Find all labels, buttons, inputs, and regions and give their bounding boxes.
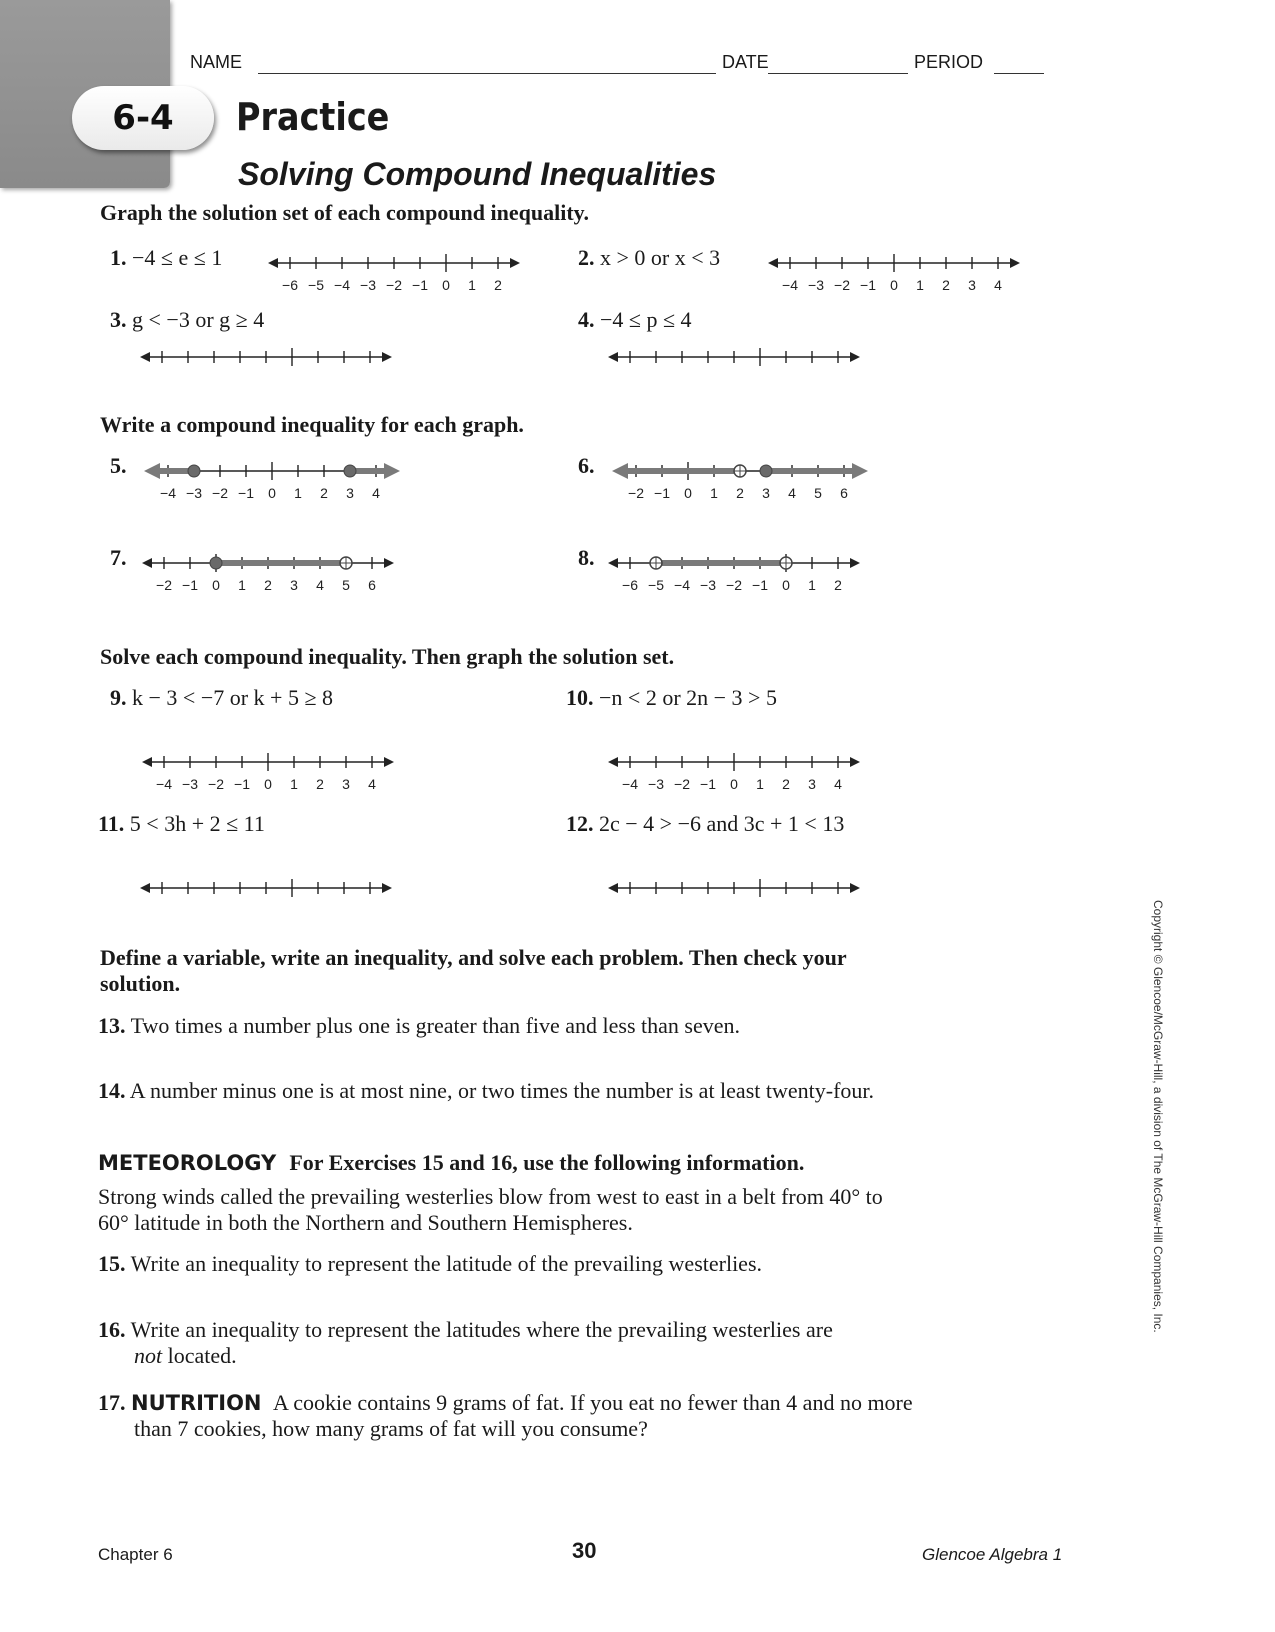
arrow-left-icon — [268, 258, 278, 268]
arrow-right-icon — [382, 883, 392, 893]
arrow-right-icon — [384, 558, 394, 568]
name-label: NAME — [190, 52, 243, 72]
tick-label: 1 — [290, 776, 298, 792]
problem-number: 8. — [578, 545, 595, 570]
problem-number: 15. — [98, 1251, 126, 1276]
problem-text: 2c − 4 > −6 and 3c + 1 < 13 — [599, 811, 845, 836]
tick-label: 4 — [372, 485, 380, 501]
tick-label: −6 — [282, 277, 298, 293]
tick-label: 0 — [782, 577, 790, 593]
tick-label: −2 — [386, 277, 402, 293]
problem-number: 4. — [578, 307, 595, 332]
meteorology-info-1: Strong winds called the prevailing westerlies blow from west to east in a belt from 40° to — [98, 1184, 883, 1209]
tick-label: −1 — [700, 776, 716, 792]
arrow-right-icon — [850, 352, 860, 362]
arrow-left-icon — [142, 558, 152, 568]
shaded-arrow-left-icon — [144, 463, 160, 479]
arrow-right-icon — [1010, 258, 1020, 268]
number-line-7 — [142, 554, 394, 593]
tick-label: −3 — [808, 277, 824, 293]
tick-label: 0 — [684, 485, 692, 501]
number-line-10[interactable] — [608, 753, 860, 792]
tick-label: −1 — [234, 776, 250, 792]
tick-label: 2 — [834, 577, 842, 593]
problem-number: 5. — [110, 453, 127, 478]
number-line-4[interactable] — [608, 348, 860, 366]
tick-label: 1 — [238, 577, 246, 593]
tick-label: 4 — [316, 577, 324, 593]
arrow-left-icon — [140, 883, 150, 893]
problem-17-cont: than 7 cookies, how many grams of fat will you consume? — [134, 1416, 648, 1441]
period-label: PERIOD — [914, 52, 984, 72]
tick-label: −4 — [334, 277, 350, 293]
problem-number: 10. — [566, 685, 594, 710]
section1-instruction: Graph the solution set of each compound inequality. — [100, 200, 589, 225]
problem-text: k − 3 < −7 or k + 5 ≥ 8 — [132, 685, 334, 710]
problem-text: x > 0 or x < 3 — [600, 245, 721, 270]
tick-label: 1 — [710, 485, 718, 501]
section4-instruction: Define a variable, write an inequality, and solve each problem. Then check your — [100, 945, 847, 970]
tick-label: −4 — [160, 485, 176, 501]
tick-label: 3 — [762, 485, 770, 501]
arrow-right-icon — [850, 558, 860, 568]
tick-label: 0 — [442, 277, 450, 293]
tick-label: 2 — [264, 577, 272, 593]
number-line-2[interactable] — [768, 254, 1020, 293]
tick-label: 1 — [294, 485, 302, 501]
arrow-left-icon — [768, 258, 778, 268]
date-label: DATE — [722, 52, 769, 72]
problem-number: 13. — [98, 1013, 126, 1038]
tick-label: −1 — [182, 577, 198, 593]
tick-label: −2 — [212, 485, 228, 501]
tick-label: −1 — [860, 277, 876, 293]
tick-label: −4 — [622, 776, 638, 792]
section2-instruction: Write a compound inequality for each graph. — [100, 412, 524, 437]
tick-label: 3 — [290, 577, 298, 593]
arrow-right-icon — [850, 757, 860, 767]
shaded-arrow-left-icon — [612, 463, 628, 479]
arrow-right-icon — [510, 258, 520, 268]
tick-label: −2 — [156, 577, 172, 593]
tick-label: 0 — [212, 577, 220, 593]
number-line-3[interactable] — [140, 348, 392, 366]
meteorology-label: METEOROLOGY — [98, 1151, 277, 1175]
number-line-8 — [608, 554, 860, 593]
tick-label: 2 — [782, 776, 790, 792]
problem-number: 17. — [98, 1390, 126, 1415]
tick-label: 0 — [268, 485, 276, 501]
tick-label: 2 — [494, 277, 502, 293]
arrow-right-icon — [384, 757, 394, 767]
page-title: Practice — [236, 95, 390, 139]
arrow-left-icon — [608, 757, 618, 767]
tick-label: −6 — [622, 577, 638, 593]
lesson-number: 6-4 — [72, 86, 214, 150]
tick-label: 5 — [342, 577, 350, 593]
tick-label: −5 — [648, 577, 664, 593]
tick-label: −3 — [700, 577, 716, 593]
problem-text: −n < 2 or 2n − 3 > 5 — [599, 685, 777, 710]
tick-label: 2 — [736, 485, 744, 501]
tick-label: 1 — [468, 277, 476, 293]
page-number: 30 — [572, 1538, 597, 1563]
tick-label: 0 — [730, 776, 738, 792]
problem-text: A number minus one is at most nine, or two times the number is at least twenty-four. — [129, 1078, 875, 1103]
meteorology-instruction: For Exercises 15 and 16, use the following information. — [289, 1150, 805, 1175]
number-line-1[interactable] — [268, 254, 520, 293]
tick-label: 6 — [368, 577, 376, 593]
tick-label: −2 — [208, 776, 224, 792]
problem-text: Two times a number plus one is greater than five and less than seven. — [130, 1013, 741, 1038]
problem-number: 3. — [110, 307, 127, 332]
copyright-notice: Copyright © Glencoe/McGraw-Hill, a division of The McGraw-Hill Companies, Inc. — [1151, 900, 1165, 1333]
tick-label: 2 — [320, 485, 328, 501]
tick-label: 0 — [264, 776, 272, 792]
arrow-left-icon — [142, 757, 152, 767]
problem-number: 1. — [110, 245, 127, 270]
problem-number: 12. — [566, 811, 594, 836]
problem-number: 14. — [98, 1078, 126, 1103]
tick-label: −5 — [308, 277, 324, 293]
arrow-left-icon — [608, 883, 618, 893]
problem-text: Write an inequality to represent the latitudes where the prevailing westerlies are — [130, 1317, 833, 1342]
nutrition-label: NUTRITION — [131, 1391, 262, 1415]
tick-label: −4 — [674, 577, 690, 593]
problem-text: located. — [162, 1343, 237, 1368]
tick-label: 3 — [342, 776, 350, 792]
tick-label: 3 — [808, 776, 816, 792]
tick-label: −1 — [654, 485, 670, 501]
tick-label: 3 — [346, 485, 354, 501]
tick-label: −2 — [628, 485, 644, 501]
tick-label: 4 — [994, 277, 1002, 293]
problem-text: −4 ≤ e ≤ 1 — [132, 245, 223, 270]
number-line-6 — [612, 462, 868, 501]
tick-label: −2 — [726, 577, 742, 593]
tick-label: 4 — [788, 485, 796, 501]
closed-point — [188, 465, 200, 477]
tick-label: 1 — [808, 577, 816, 593]
problem-text: −4 ≤ p ≤ 4 — [600, 307, 692, 332]
footer-chapter: Chapter 6 — [98, 1545, 173, 1564]
problem-number: 11. — [98, 811, 125, 836]
tick-label: −1 — [752, 577, 768, 593]
meteorology-info-2: 60° latitude in both the Northern and Southern Hemispheres. — [98, 1210, 633, 1235]
tick-label: −4 — [782, 277, 798, 293]
tick-label: 2 — [316, 776, 324, 792]
problem-number: 6. — [578, 453, 595, 478]
problem-number: 16. — [98, 1317, 126, 1342]
tick-label: −4 — [156, 776, 172, 792]
section3-instruction: Solve each compound inequality. Then graph the solution set. — [100, 644, 675, 669]
page-subtitle: Solving Compound Inequalities — [238, 156, 717, 192]
problem-text: A cookie contains 9 grams of fat. If you eat no fewer than 4 and no more — [273, 1390, 913, 1415]
tick-label: −3 — [186, 485, 202, 501]
shaded-arrow-right-icon — [384, 463, 400, 479]
tick-label: −3 — [360, 277, 376, 293]
tick-label: 3 — [968, 277, 976, 293]
tick-label: −1 — [238, 485, 254, 501]
arrow-left-icon — [140, 352, 150, 362]
tick-label: 6 — [840, 485, 848, 501]
tick-label: −1 — [412, 277, 428, 293]
arrow-right-icon — [382, 352, 392, 362]
tick-label: −3 — [182, 776, 198, 792]
tick-label: 4 — [368, 776, 376, 792]
section4-instruction-cont: solution. — [100, 971, 181, 996]
tick-label: 5 — [814, 485, 822, 501]
tick-label: −2 — [674, 776, 690, 792]
problem-number: 9. — [110, 685, 127, 710]
shaded-arrow-right-icon — [852, 463, 868, 479]
problem-number: 7. — [110, 545, 127, 570]
arrow-left-icon — [608, 558, 618, 568]
number-line-11[interactable] — [140, 879, 392, 897]
arrow-left-icon — [608, 352, 618, 362]
tick-label: 1 — [916, 277, 924, 293]
problem-text: g < −3 or g ≥ 4 — [132, 307, 265, 332]
problem-text-emphasis: not — [134, 1343, 163, 1368]
number-line-5 — [144, 462, 400, 501]
closed-point — [344, 465, 356, 477]
problem-text: 5 < 3h + 2 ≤ 11 — [129, 811, 265, 836]
tick-label: 0 — [890, 277, 898, 293]
closed-point — [210, 557, 222, 569]
tick-label: 2 — [942, 277, 950, 293]
tick-label: −2 — [834, 277, 850, 293]
tick-label: −3 — [648, 776, 664, 792]
problem-number: 2. — [578, 245, 595, 270]
problem-text: Write an inequality to represent the latitude of the prevailing westerlies. — [130, 1251, 763, 1276]
tick-label: 4 — [834, 776, 842, 792]
number-line-12[interactable] — [608, 879, 860, 897]
closed-point — [760, 465, 772, 477]
arrow-right-icon — [850, 883, 860, 893]
footer-book: Glencoe Algebra 1 — [922, 1545, 1063, 1564]
tick-label: 1 — [756, 776, 764, 792]
number-line-9[interactable] — [142, 753, 394, 792]
